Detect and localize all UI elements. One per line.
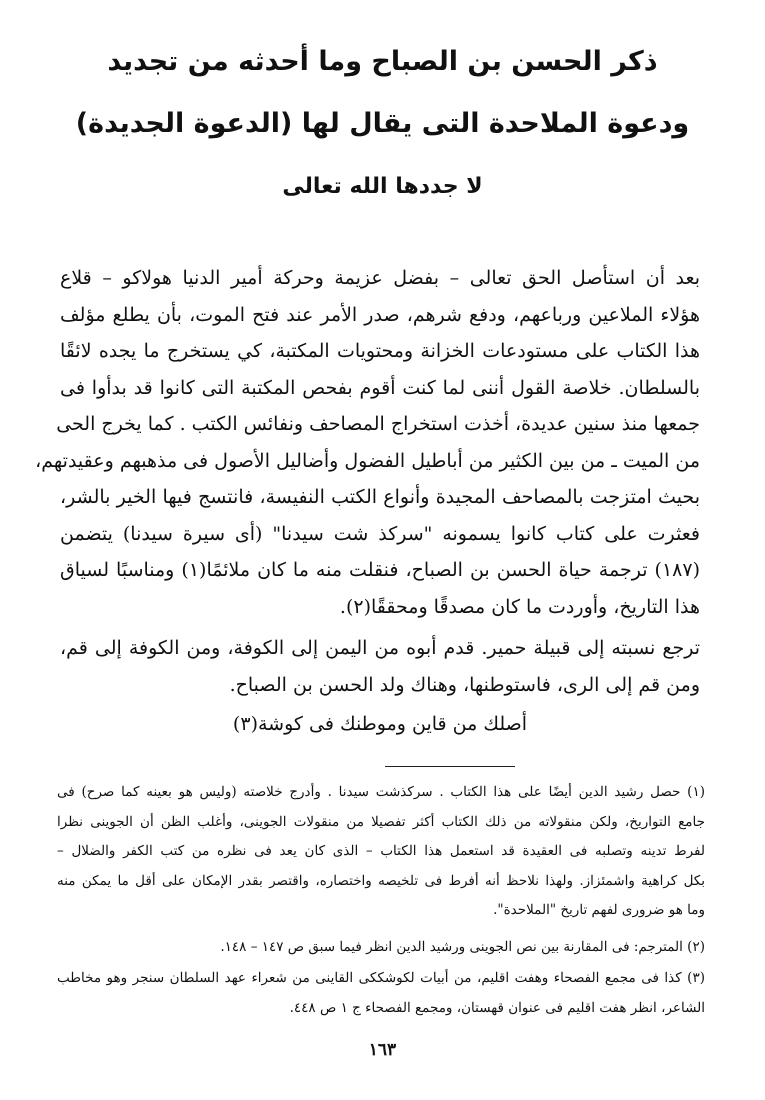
verse-line [60,706,700,743]
footnote-line: (٣) كذا فى مجمع الفصحاء وهفت اقليم، من أبيات لكوشككى القاينى من شعراء عهد السلطان سنجر وهو مخاطب [57,970,705,986]
text-line: بعد أن استأصل الحق تعالى – بفضل عزيمة وحركة أمير الدنيا هولاكو – قلاع [60,267,700,289]
text-line: هؤلاء الملاعين ورباعهم، ودفع شرهم، صدر الأمر عند فتح الموت، بأن يطلع مؤلف [60,303,700,326]
paragraph-1 [35,260,700,625]
footnote-line: بكل كراهية واشمئزاز. ولهذا نلاحظ أنه أفرط فى تلخيصه واختصاره، واقتصر بقدر الإمكان على أقل ما يمكن منه [57,872,705,889]
chapter-title-line-1: ذكر الحسن بن الصباح وما أحدثه من تجديد [107,46,658,77]
text-line: هذا الكتاب على مستودعات الخزانة ومحتويات المكتبة، كي يستخرج ما يجده لائقًا [60,340,700,362]
text-line: من الميت ـ من بين الكثير من أباطيل الفضول وأضاليل الأصول فى مذهبهم وعقيدتهم، [35,449,700,472]
text-line: بحيث امتزجت بالمصاحف المجيدة وأنواع الكتب النفيسة، فانتسج فيها الخير بالشر، [60,486,700,508]
chapter-title-line-2: ودعوة الملاحدة التى يقال لها (الدعوة الجديدة) [75,108,690,139]
chapter-title-line-3: لا جددها الله تعالى [282,174,483,199]
footnote-line: (١) حصل رشيد الدين أيضًا على هذا الكتاب . سركذشت سيدنا . وأدرج خلاصته (وليس هو بعينه كما صرح) فى [57,784,705,800]
paragraph-2 [60,630,700,703]
footnote-1 [57,778,705,926]
text-line: بالسلطان. خلاصة القول أننى لما كنت أقوم بفحص المكتبة التى كانوا قد بدأوا فى [60,376,700,399]
footnote-line: وما هو ضرورى لفهم تاريخ "الملاحدة". [493,902,705,918]
text-line: (١٨٧) ترجمة حياة الحسن بن الصباح، فنقلت منه ما كان ملائمًا(١) ومناسبًا لسياق [60,559,700,581]
footnote-2 [57,933,705,963]
text-line: هذا التاريخ، وأوردت ما كان مصدقًا ومحققًا(٢). [339,595,700,618]
page-number: ١٦٣ [368,1040,397,1060]
footnote-line: الشاعر، انظر هفت اقليم فى عنوان قهستان، ومجمع الفصحاء ج ١ ص ٤٤٨. [289,999,705,1016]
text-line: جمعها منذ سنين عديدة، أخذت استخراج المصاحف ونفائس الكتب . كما يخرج الحى [56,413,700,435]
text-line: فعثرت على كتاب كانوا يسمونه "سركذ شت سيدنا" (أى سيرة سيدنا) يتضمن [60,522,700,545]
verse-text: أصلك من قاين وموطنك فى كوشة(٣) [232,713,528,735]
footnote-line: (٢) المترجم: فى المقارنة بين نص الجوينى ورشيد الدين انظر فيما سبق ص ١٤٧ – ١٤٨. [220,939,705,955]
text-line: ترجع نسبته إلى قبيلة حمير. قدم أبوه من اليمن إلى الكوفة، ومن الكوفة إلى قم، [60,637,700,659]
footnote-line: لفرط تدينه وتصلبه فى العقيدة قد استعمل هذا الكتاب – الذى كان يعد فى نظره من كتب الكفر والضلال – [57,843,705,859]
footnote-separator [385,766,515,767]
text-line: ومن قم إلى الرى، فاستوطنها، وهناك ولد الحسن بن الصباح. [229,673,700,696]
footnote-line: جامع التواريخ، ولكن منقولاته من ذلك الكتاب أكثر تفصيلا من منقولات الجوينى، وأغلب الظن أن الجوينى نظرا [57,813,705,830]
footnote-3 [57,964,705,1023]
